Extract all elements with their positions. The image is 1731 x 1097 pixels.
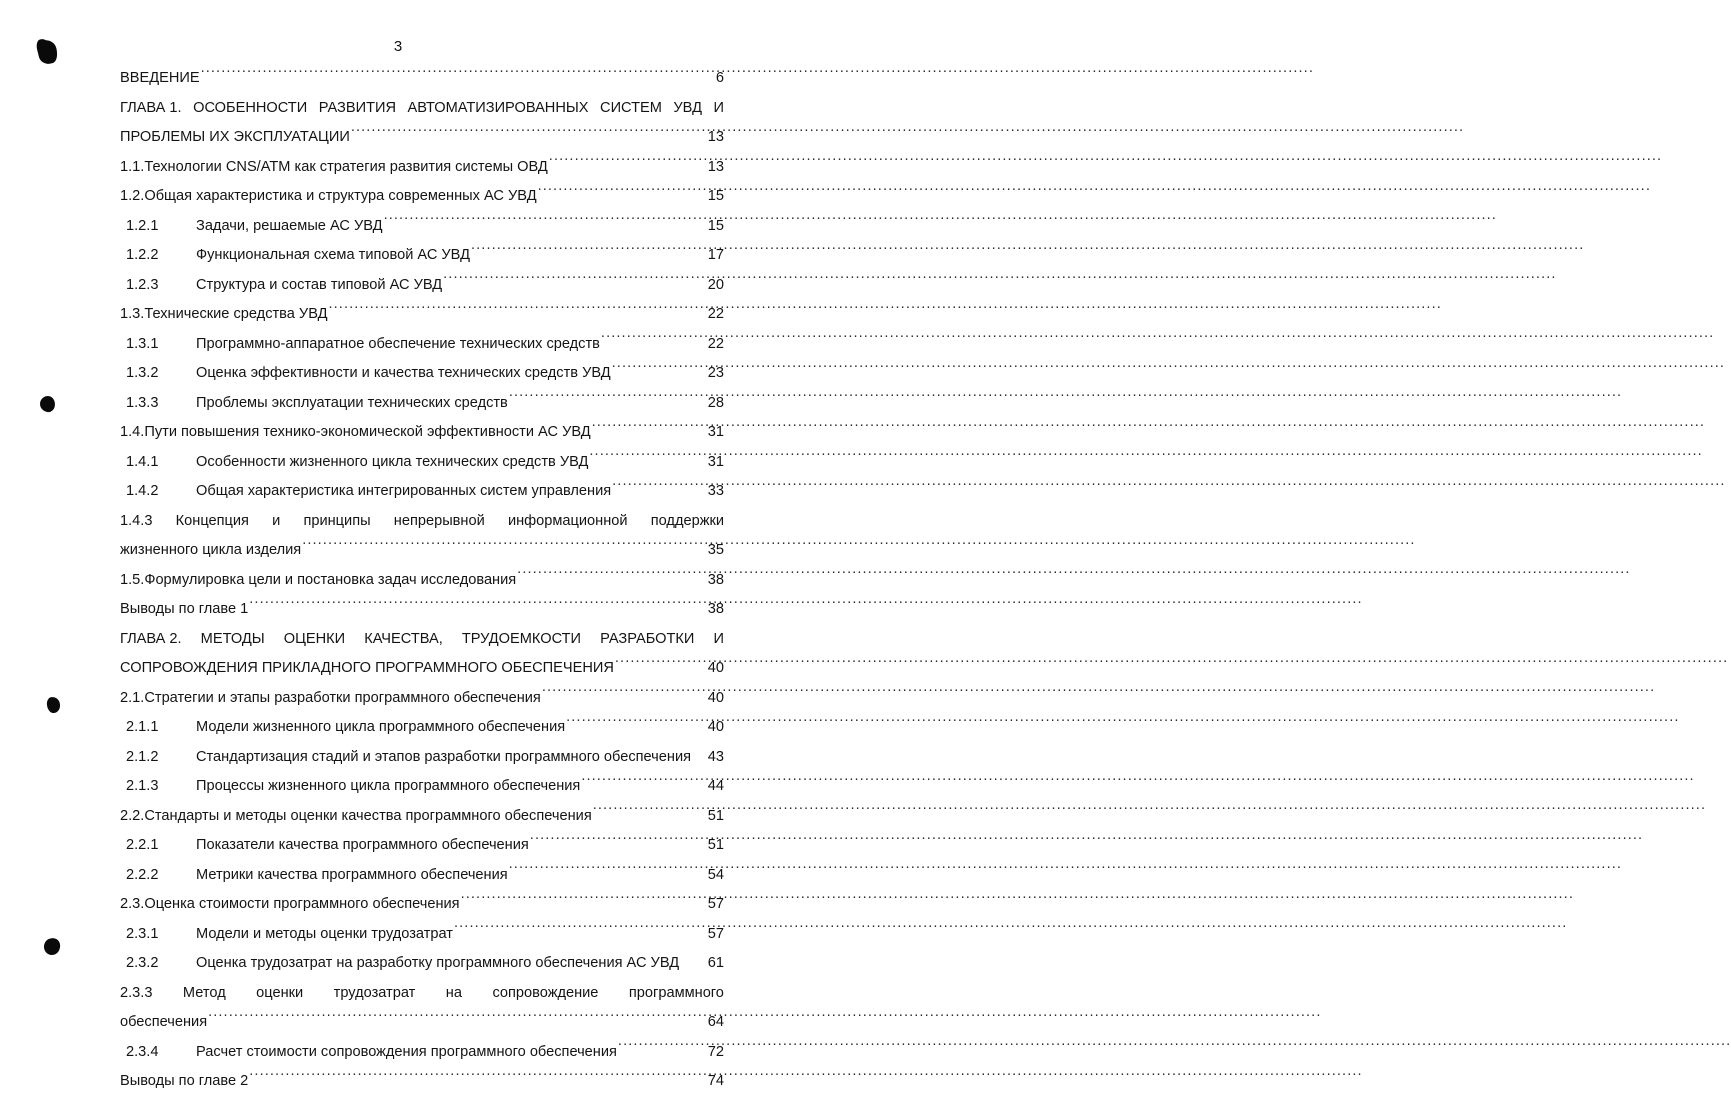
toc-entry-title-word: МЕТОДЫ — [200, 630, 265, 647]
toc-leader-dots — [589, 452, 701, 466]
toc-entry-number: 1.2.3 — [126, 276, 159, 293]
toc-leader-dots — [530, 835, 701, 849]
toc-entry[interactable] — [120, 949, 724, 979]
toc-entry-number: 1.3.3 — [126, 394, 159, 411]
toc-entry-number: 2.3.4 — [126, 1043, 159, 1060]
toc-leader-dots — [471, 245, 701, 259]
toc-entry-page-number: 15 — [707, 217, 724, 234]
toc-entry-title-word: информационной — [507, 512, 628, 529]
toc-entry-title: Оценка эффективности и качества технических средств УВД — [196, 365, 611, 381]
toc-entry[interactable] — [120, 595, 724, 625]
toc-entry-title: Показатели качества программного обеспечения — [196, 837, 529, 853]
toc-leader-dots — [351, 127, 701, 141]
toc-entry-title: Общая характеристика и структура современных АС УВД — [144, 188, 537, 204]
toc-entry-number: ГЛАВА 2. — [120, 630, 182, 647]
toc-entry-number: 1.2. — [120, 188, 145, 204]
toc-entry-number: 1.4. — [120, 424, 145, 440]
toc-entry-page-number: 51 — [707, 807, 724, 824]
toc-entry-title: Модели жизненного цикла программного обеспечения — [196, 719, 566, 735]
toc-leader-dots — [538, 186, 701, 200]
toc-entry-title: Стандартизация стадий и этапов разработки программного обеспечения — [196, 748, 691, 765]
toc-entry-title-word: Концепция — [175, 512, 249, 529]
toc-entry-title: Оценка стоимости программного обеспечения — [144, 896, 460, 912]
toc-entry-title-word: РАЗРАБОТКИ — [600, 630, 695, 647]
toc-leader-dots — [443, 275, 701, 289]
toc-entry-page-number: 35 — [707, 542, 724, 558]
toc-entry-title: Проблемы эксплуатации технических средств — [196, 394, 508, 411]
toc-entry-page-number: 40 — [707, 719, 724, 735]
scan-artifact-ink-blob — [42, 936, 62, 957]
toc-entry-title: Расчет стоимости сопровождения программного обеспечения — [196, 1043, 617, 1060]
toc-entry-number: 1.4.1 — [126, 453, 159, 470]
toc-entry-page-number: 20 — [707, 276, 724, 293]
toc-entry-title: Выводы по главе 1 — [120, 601, 249, 617]
toc-entry-title-word: ОСОБЕННОСТИ — [193, 99, 308, 116]
toc-entry-number: 2.1.3 — [126, 778, 159, 794]
toc-entry-page-number: 57 — [707, 896, 724, 912]
toc-entry-page-number: 33 — [707, 483, 724, 499]
toc-entry-page-number: 15 — [707, 188, 724, 204]
toc-entry-title-word: ТРУДОЕМКОСТИ — [461, 630, 582, 647]
toc-entry-page-number: 23 — [707, 365, 724, 381]
toc-entry-number: 2.2.1 — [126, 837, 159, 853]
toc-leader-dots — [384, 216, 701, 230]
toc-entry-page-number: 17 — [707, 247, 724, 263]
toc-entry-number: 2.2. — [120, 807, 145, 824]
toc-entry[interactable] — [120, 1067, 724, 1097]
toc-entry-number: 1.3. — [120, 306, 145, 322]
toc-entry-title-word: поддержки — [650, 512, 724, 529]
toc-entry-title: Выводы по главе 2 — [120, 1073, 249, 1089]
toc-entry-page-number: 51 — [707, 837, 724, 853]
toc-leader-dots — [542, 688, 701, 702]
toc-leader-dots — [249, 599, 701, 613]
document-page — [0, 0, 796, 1089]
toc-entry-number: 2.1.1 — [126, 719, 159, 735]
toc-entry-page-number: 13 — [707, 129, 724, 145]
toc-entry-number: 1.4.2 — [126, 483, 159, 499]
toc-entry-title-word: на — [445, 984, 462, 1001]
toc-entry-number: 2.3.1 — [126, 925, 159, 942]
toc-entry-number: 2.3. — [120, 896, 145, 912]
toc-entry-page-number: 64 — [707, 1014, 724, 1030]
toc-entry-page-number: 72 — [707, 1043, 724, 1060]
toc-entry[interactable] — [120, 713, 724, 743]
toc-leader-dots — [601, 334, 701, 348]
toc-entry-number: 1.4.3 — [120, 512, 153, 529]
toc-entry-page-number: 40 — [707, 689, 724, 706]
toc-entry-title: жизненного цикла изделия — [120, 542, 302, 558]
toc-entry-page-number: 13 — [707, 158, 724, 175]
toc-entry-number: 1.2.2 — [126, 247, 159, 263]
scan-artifact-ink-blob — [39, 395, 56, 413]
toc-entry-title-word: РАЗВИТИЯ — [318, 99, 397, 116]
toc-entry-title: Структура и состав типовой АС УВД — [196, 276, 443, 293]
toc-entry-page-number: 54 — [707, 866, 724, 883]
toc-entry-title-word: Метод — [182, 984, 226, 1001]
toc-entry-title: ПРОБЛЕМЫ ИХ ЭКСПЛУАТАЦИИ — [120, 129, 350, 145]
toc-entry-title-word: оценки — [256, 984, 304, 1001]
toc-entry-title-word: СИСТЕМ — [600, 99, 662, 116]
toc-leader-dots — [461, 894, 701, 908]
toc-leader-dots — [454, 924, 701, 938]
toc-entry-number: 2.3.2 — [126, 955, 159, 971]
toc-entry-number: 1.2.1 — [126, 217, 159, 234]
toc-entry-title-word: и — [272, 512, 281, 529]
toc-entry-title-word: принципы — [303, 512, 371, 529]
toc-leader-dots — [618, 1042, 701, 1056]
toc-entry-title: ВВЕДЕНИЕ — [120, 70, 200, 86]
toc-entry-title-word: трудозатрат — [333, 984, 416, 1001]
toc-entry-page-number: 40 — [707, 660, 724, 676]
toc-leader-dots — [592, 422, 701, 436]
toc-leader-dots — [329, 304, 702, 318]
toc-entry-title: Модели и методы оценки трудозатрат — [196, 925, 453, 942]
toc-entry-page-number: 38 — [707, 571, 724, 588]
toc-entry-number: 2.3.3 — [120, 984, 153, 1001]
toc-entry-title: Технологии CNS/ATM как стратегия развития системы ОВД — [144, 158, 548, 175]
toc-entry-page-number: 61 — [707, 955, 724, 971]
toc-entry-title-word: И — [713, 99, 724, 116]
toc-entry-page-number: 6 — [715, 70, 724, 86]
toc-leader-dots — [302, 540, 701, 554]
toc-entry-title-word: И — [713, 630, 724, 647]
toc-entry-page-number: 31 — [707, 424, 724, 440]
toc-entry-title: Программно-аппаратное обеспечение технических средств — [196, 335, 600, 352]
toc-leader-dots — [208, 1012, 701, 1026]
toc-leader-dots — [581, 776, 701, 790]
toc-entry-title: Особенности жизненного цикла технических средств УВД — [196, 453, 589, 470]
toc-entry-number: 1.1. — [120, 158, 145, 175]
toc-entry-number: 2.2.2 — [126, 866, 159, 883]
toc-leader-dots — [566, 717, 701, 731]
toc-entry-page-number: 22 — [707, 306, 724, 322]
toc-entry-title: Процессы жизненного цикла программного обеспечения — [196, 778, 581, 794]
toc-entry-title: СОПРОВОЖДЕНИЯ ПРИКЛАДНОГО ПРОГРАММНОГО ОБЕСПЕЧЕНИЯ — [120, 660, 614, 676]
toc-entry[interactable] — [120, 477, 724, 507]
toc-leader-dots — [509, 865, 701, 879]
toc-entry-title: Формулировка цели и постановка задач исследования — [144, 571, 517, 588]
toc-leader-dots — [509, 393, 701, 407]
toc-entry-page-number: 57 — [707, 925, 724, 942]
toc-entry-page-number: 28 — [707, 394, 724, 411]
toc-entry-title-word: КАЧЕСТВА, — [364, 630, 443, 647]
toc-entry-title-word: сопровождение — [492, 984, 599, 1001]
toc-leader-dots — [201, 68, 701, 82]
toc-entry-page-number: 38 — [707, 601, 724, 617]
toc-entry-number: ГЛАВА 1. — [120, 99, 182, 116]
toc-entry-number: 2.1.2 — [126, 748, 159, 765]
toc-entry-page-number: 22 — [707, 335, 724, 352]
toc-entry-title: Стандарты и методы оценки качества программного обеспечения — [144, 807, 592, 824]
toc-entry-title-word: АВТОМАТИЗИРОВАННЫХ — [407, 99, 589, 116]
scan-artifact-ink-blob — [46, 696, 61, 713]
toc-leader-dots — [249, 1071, 701, 1085]
toc-entry-number: 1.5. — [120, 571, 145, 588]
toc-entry-title: обеспечения — [120, 1014, 208, 1030]
toc-entry-title: Оценка трудозатрат на разработку программного обеспечения АС УВД — [196, 955, 680, 971]
toc-entry-title: Метрики качества программного обеспечения — [196, 866, 508, 883]
toc-entry-page-number: 74 — [707, 1073, 724, 1089]
toc-entry-title-word: УВД — [673, 99, 702, 116]
toc-entry-page-number: 43 — [707, 748, 724, 765]
toc-entry[interactable] — [120, 920, 724, 950]
toc-entry-title-word: ОЦЕНКИ — [283, 630, 346, 647]
toc-entry-title: Технические средства УВД — [144, 306, 328, 322]
toc-entry-number: 1.3.2 — [126, 365, 159, 381]
toc-leader-dots — [517, 570, 701, 584]
toc-entry[interactable] — [120, 64, 724, 94]
toc-entry-title-word: программного — [628, 984, 724, 1001]
page-number: 3 — [393, 38, 403, 55]
toc-leader-dots — [612, 363, 701, 377]
toc-entry-title: Пути повышения технико-экономической эффективности АС УВД — [144, 424, 591, 440]
toc-entry-title-word: непрерывной — [393, 512, 485, 529]
toc-entry-title: Общая характеристика интегрированных систем управления — [196, 483, 612, 499]
toc-entry-title: Задачи, решаемые АС УВД — [196, 217, 383, 234]
toc-entry-page-number: 44 — [707, 778, 724, 794]
toc-leader-dots — [615, 658, 701, 672]
toc-leader-dots — [612, 481, 701, 495]
toc-leader-dots — [549, 157, 701, 171]
toc-entry-title: Стратегии и этапы разработки программного обеспечения — [144, 689, 541, 706]
toc-entry-page-number: 31 — [707, 453, 724, 470]
toc-entry-number: 1.3.1 — [126, 335, 159, 352]
toc-leader-dots — [593, 806, 701, 820]
toc-entry-title: Функциональная схема типовой АС УВД — [196, 247, 470, 263]
table-of-contents — [120, 64, 724, 1097]
toc-entry-number: 2.1. — [120, 689, 145, 706]
